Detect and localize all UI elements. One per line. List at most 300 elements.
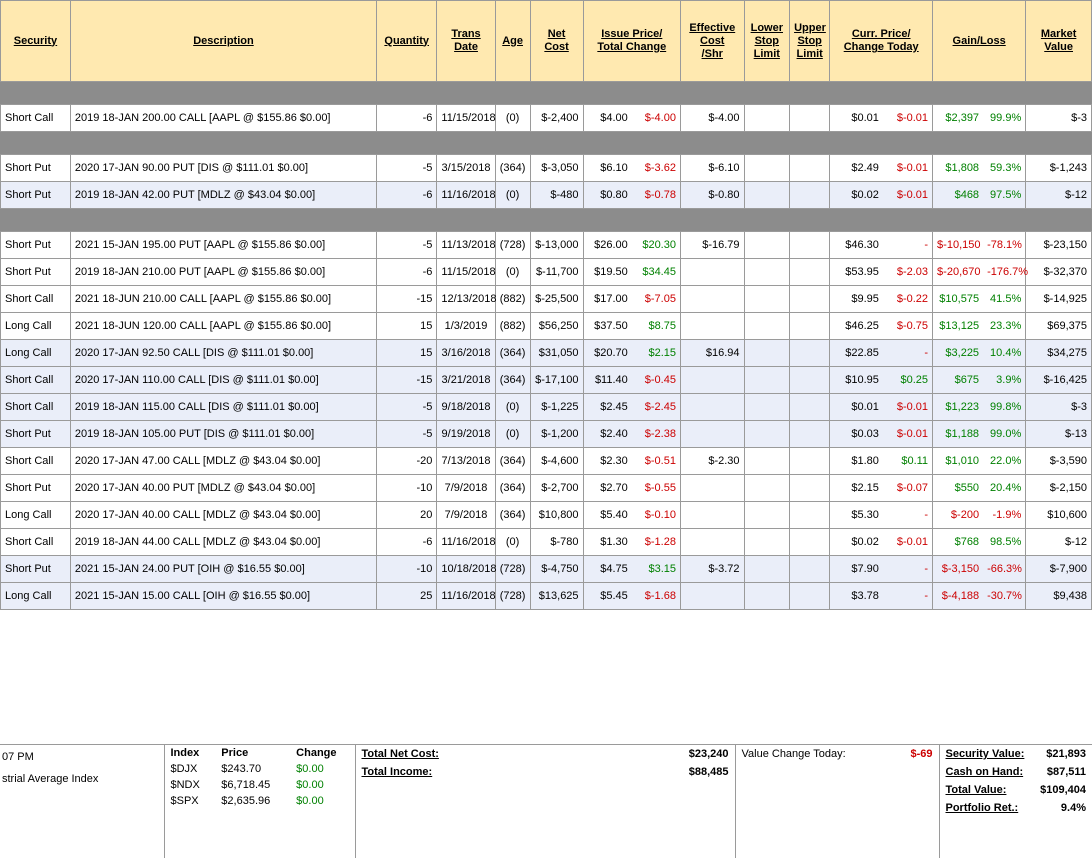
cell-age: (364) <box>495 475 530 502</box>
cell-trans-date: 7/13/2018 <box>437 448 495 475</box>
cell-quantity: -6 <box>377 529 437 556</box>
cell-gain-loss-amount: $-10,150 <box>937 239 981 251</box>
table-row[interactable] <box>1 394 1092 421</box>
cell-total-change: $-0.51 <box>644 455 676 467</box>
cell-gain-loss-pct: 99.9% <box>990 112 1022 124</box>
value-change-cell <box>735 745 939 858</box>
cell-trans-date: 3/15/2018 <box>437 155 495 182</box>
index-col-header-change: Change <box>296 747 337 759</box>
cell-market-value: $-12 <box>1026 529 1092 556</box>
time-cell <box>0 745 164 858</box>
cell-gain-loss <box>933 232 1026 259</box>
cell-net-cost: $-2,700 <box>530 475 583 502</box>
totals-cell <box>355 745 735 858</box>
cell-gain-loss-amount: $675 <box>933 367 983 393</box>
cell-upper-stop-limit <box>790 313 830 340</box>
index-price: $243.70 <box>221 763 262 775</box>
cell-issue-price-total-change <box>583 232 680 259</box>
cell-lower-stop-limit <box>744 286 790 313</box>
cell-quantity: -6 <box>377 182 437 209</box>
cell-security: Long Call <box>1 583 71 610</box>
cell-change-today: $-0.01 <box>883 421 932 447</box>
cell-effective-cost <box>680 583 744 610</box>
cell-change-today: $-0.01 <box>883 394 932 420</box>
cell-gain-loss-pct: -1.9% <box>992 509 1022 521</box>
index-symbol: $SPX <box>170 795 199 807</box>
cell-age: (364) <box>495 155 530 182</box>
cell-net-cost: $-780 <box>530 529 583 556</box>
cell-issue-price-total-change <box>583 475 680 502</box>
cell-market-value: $-12 <box>1026 182 1092 209</box>
cell-quantity: -6 <box>377 105 437 132</box>
cell-gain-loss <box>933 502 1026 529</box>
cell-description: 2021 18-JUN 120.00 CALL [AAPL @ $155.86 $0.00] <box>70 313 376 340</box>
cell-curr-price: $10.95 <box>830 367 883 393</box>
cell-quantity: -10 <box>377 475 437 502</box>
column-header-age[interactable]: Age <box>495 1 530 82</box>
cell-market-value: $-7,900 <box>1026 556 1092 583</box>
cell-age: (0) <box>495 394 530 421</box>
cell-quantity: -10 <box>377 556 437 583</box>
cell-effective-cost <box>680 421 744 448</box>
table-row[interactable] <box>1 448 1092 475</box>
table-row[interactable] <box>1 259 1092 286</box>
cell-issue-price: $2.40 <box>584 421 632 447</box>
summary-row <box>940 781 1092 799</box>
table-body <box>1 82 1092 610</box>
index-price: $6,718.45 <box>221 779 271 791</box>
portfolio-summary-cell <box>939 745 1092 858</box>
cell-age: (728) <box>495 583 530 610</box>
cell-trans-date: 3/21/2018 <box>437 367 495 394</box>
cell-change-today: - <box>924 239 929 251</box>
column-header-upper_stop[interactable]: Upper Stop Limit <box>790 1 830 82</box>
cell-change-today: - <box>883 556 932 582</box>
cell-lower-stop-limit <box>744 529 790 556</box>
index-change: $0.00 <box>296 763 324 775</box>
cell-curr-price: $0.02 <box>830 182 883 208</box>
total-value: $88,485 <box>688 766 729 778</box>
cell-issue-price-total-change <box>583 448 680 475</box>
table-row[interactable] <box>1 556 1092 583</box>
cell-issue-price: $1.30 <box>600 536 628 548</box>
cell-upper-stop-limit <box>790 475 830 502</box>
cell-net-cost: $-1,200 <box>530 421 583 448</box>
table-row[interactable] <box>1 340 1092 367</box>
cell-total-change: $-3.62 <box>644 162 676 174</box>
summary-value: $109,404 <box>1040 784 1086 796</box>
cell-security: Short Call <box>1 529 71 556</box>
cell-total-change: $8.75 <box>648 320 676 332</box>
summary-row <box>940 763 1092 781</box>
cell-quantity: -5 <box>377 155 437 182</box>
portfolio-summary-table <box>940 745 1092 817</box>
cell-security: Short Put <box>1 475 71 502</box>
index-col-header-index: Index <box>170 747 200 759</box>
cell-trans-date: 11/15/2018 <box>437 105 495 132</box>
cell-curr-price-change-today <box>830 105 933 132</box>
cell-age: (364) <box>495 448 530 475</box>
cell-lower-stop-limit <box>744 232 790 259</box>
cell-net-cost: $-4,600 <box>530 448 583 475</box>
cell-upper-stop-limit <box>790 340 830 367</box>
cell-description: 2020 17-JAN 47.00 CALL [MDLZ @ $43.04 $0.00] <box>70 448 376 475</box>
column-header-lower_stop[interactable]: Lower Stop Limit <box>744 1 790 82</box>
cell-description: 2019 18-JAN 44.00 CALL [MDLZ @ $43.04 $0.00] <box>70 529 376 556</box>
column-header-eff_cost[interactable]: Effective Cost /Shr <box>680 1 744 82</box>
cell-trans-date: 1/3/2019 <box>437 313 495 340</box>
cell-net-cost: $13,625 <box>530 583 583 610</box>
cell-age: (364) <box>495 502 530 529</box>
total-row <box>356 745 735 763</box>
cell-gain-loss-pct: -30.7% <box>983 583 1025 609</box>
cell-quantity: -5 <box>377 421 437 448</box>
cell-curr-price: $0.01 <box>830 394 883 420</box>
cell-total-change: $34.45 <box>642 266 676 278</box>
column-header-market_value[interactable]: Market Value <box>1026 1 1092 82</box>
cell-effective-cost <box>680 394 744 421</box>
cell-curr-price: $0.01 <box>851 112 879 124</box>
time-label: 07 PM <box>2 751 34 763</box>
cell-gain-loss-amount: $1,010 <box>945 455 980 467</box>
table-row[interactable] <box>1 105 1092 132</box>
cell-description: 2019 18-JAN 200.00 CALL [AAPL @ $155.86 $0.00] <box>70 105 376 132</box>
cell-change-today: $-0.01 <box>896 162 929 174</box>
cell-age: (0) <box>495 259 530 286</box>
cell-curr-price: $7.90 <box>830 556 883 582</box>
cell-effective-cost: $-3.72 <box>680 556 744 583</box>
cell-net-cost: $-25,500 <box>530 286 583 313</box>
cell-total-change: $3.15 <box>632 556 680 582</box>
cell-quantity: -15 <box>377 286 437 313</box>
cell-curr-price: $46.25 <box>845 320 879 332</box>
cell-net-cost: $-13,000 <box>530 232 583 259</box>
cell-age: (882) <box>495 286 530 313</box>
cell-curr-price-change-today <box>830 502 933 529</box>
cell-net-cost: $-17,100 <box>530 367 583 394</box>
cell-effective-cost: $-4.00 <box>680 105 744 132</box>
cell-net-cost: $-1,225 <box>530 394 583 421</box>
index-row <box>165 777 355 793</box>
cell-issue-price: $37.50 <box>594 320 628 332</box>
cell-total-change: $-1.28 <box>644 536 676 548</box>
column-header-description[interactable]: Description <box>70 1 376 82</box>
cell-lower-stop-limit <box>744 421 790 448</box>
cell-age: (0) <box>495 182 530 209</box>
cell-security: Long Call <box>1 340 71 367</box>
cell-gain-loss <box>933 475 1026 502</box>
cell-gain-loss <box>933 259 1029 286</box>
cell-effective-cost <box>680 502 744 529</box>
cell-gain-loss <box>933 286 1026 313</box>
cell-security: Long Call <box>1 502 71 529</box>
total-label[interactable]: Total Income: <box>361 766 433 778</box>
cell-trans-date: 11/16/2018 <box>437 182 495 209</box>
cell-curr-price-change-today <box>830 529 933 556</box>
cell-curr-price-change-today <box>830 583 933 610</box>
cell-curr-price-change-today <box>830 421 933 448</box>
cell-security: Short Call <box>1 394 71 421</box>
cell-gain-loss-pct: 98.5% <box>990 536 1022 548</box>
cell-description: 2020 17-JAN 90.00 PUT [DIS @ $111.01 $0.00] <box>70 155 376 182</box>
cell-net-cost: $-4,750 <box>530 556 583 583</box>
cell-net-cost: $-3,050 <box>530 155 583 182</box>
cell-gain-loss-amount: $-20,670 <box>937 266 981 278</box>
cell-effective-cost: $-0.80 <box>680 182 744 209</box>
cell-total-change: $2.15 <box>632 340 680 366</box>
cell-security: Short Put <box>1 182 71 209</box>
cell-change-today: $-0.75 <box>896 320 929 332</box>
summary-label[interactable]: Total Value: <box>945 784 1007 796</box>
cell-total-change: $-7.05 <box>644 293 676 305</box>
table-row[interactable] <box>1 182 1092 209</box>
cell-total-change: $-2.38 <box>632 421 680 447</box>
cell-security: Short Call <box>1 367 71 394</box>
cell-quantity: 15 <box>377 340 437 367</box>
cell-gain-loss <box>933 182 1026 209</box>
cell-upper-stop-limit <box>790 394 830 421</box>
summary-value: 9.4% <box>1060 802 1086 814</box>
cell-curr-price-change-today <box>830 259 933 286</box>
cell-upper-stop-limit <box>790 259 830 286</box>
cell-net-cost: $-480 <box>530 182 583 209</box>
summary-row <box>940 745 1092 763</box>
table-row[interactable] <box>1 232 1092 259</box>
cell-total-change: $-2.45 <box>632 394 680 420</box>
summary-label[interactable]: Security Value: <box>945 748 1025 760</box>
total-row <box>356 763 735 781</box>
cell-gain-loss-pct: 99.8% <box>983 394 1025 420</box>
cell-change-today: - <box>924 509 929 521</box>
cell-quantity: 15 <box>377 313 437 340</box>
cell-curr-price: $9.95 <box>851 293 879 305</box>
index-row <box>165 793 355 809</box>
cell-effective-cost <box>680 475 744 502</box>
index-name-label: strial Average Index <box>2 773 99 785</box>
cell-effective-cost <box>680 286 744 313</box>
summary-label[interactable]: Cash on Hand: <box>945 766 1024 778</box>
index-symbol: $DJX <box>170 763 198 775</box>
index-symbol: $NDX <box>170 779 200 791</box>
table-row[interactable] <box>1 313 1092 340</box>
cell-lower-stop-limit <box>744 367 790 394</box>
cell-total-change: $20.30 <box>642 239 676 251</box>
cell-curr-price-change-today <box>830 286 933 313</box>
cell-lower-stop-limit <box>744 502 790 529</box>
cell-change-today: $-0.01 <box>896 112 929 124</box>
cell-issue-price: $2.45 <box>584 394 632 420</box>
cell-lower-stop-limit <box>744 313 790 340</box>
table-row[interactable] <box>1 421 1092 448</box>
table-row[interactable] <box>1 286 1092 313</box>
cell-quantity: -20 <box>377 448 437 475</box>
cell-curr-price-change-today <box>830 182 933 209</box>
table-header <box>1 1 1092 82</box>
cell-market-value: $10,600 <box>1026 502 1092 529</box>
cell-issue-price-total-change <box>583 313 680 340</box>
cell-net-cost: $56,250 <box>530 313 583 340</box>
cell-lower-stop-limit <box>744 448 790 475</box>
cell-effective-cost: $16.94 <box>680 340 744 367</box>
cell-gain-loss-amount: $13,125 <box>939 320 980 332</box>
cell-description: 2019 18-JAN 210.00 PUT [AAPL @ $155.86 $0.00] <box>70 259 376 286</box>
cell-description: 2020 17-JAN 110.00 CALL [DIS @ $111.01 $0.00] <box>70 367 376 394</box>
cell-lower-stop-limit <box>744 583 790 610</box>
cell-description: 2020 17-JAN 92.50 CALL [DIS @ $111.01 $0.00] <box>70 340 376 367</box>
group-separator <box>1 209 1092 232</box>
cell-lower-stop-limit <box>744 155 790 182</box>
cell-description: 2020 17-JAN 40.00 CALL [MDLZ @ $43.04 $0.00] <box>70 502 376 529</box>
summary-label[interactable]: Portfolio Ret.: <box>945 802 1019 814</box>
cell-total-change: $-0.45 <box>632 367 680 393</box>
cell-security: Short Put <box>1 259 71 286</box>
group-separator <box>1 82 1092 105</box>
cell-effective-cost <box>680 259 744 286</box>
cell-lower-stop-limit <box>744 340 790 367</box>
cell-upper-stop-limit <box>790 556 830 583</box>
cell-effective-cost: $-16.79 <box>680 232 744 259</box>
cell-upper-stop-limit <box>790 182 830 209</box>
cell-issue-price-total-change <box>583 105 680 132</box>
cell-upper-stop-limit <box>790 367 830 394</box>
cell-curr-price: $5.30 <box>851 509 879 521</box>
cell-quantity: -15 <box>377 367 437 394</box>
cell-gain-loss-amount: $1,188 <box>933 421 983 447</box>
cell-issue-price-total-change <box>583 367 680 394</box>
cell-quantity: 25 <box>377 583 437 610</box>
cell-upper-stop-limit <box>790 529 830 556</box>
table-row[interactable] <box>1 155 1092 182</box>
cell-gain-loss-amount: $550 <box>954 482 980 494</box>
cell-curr-price: $3.78 <box>830 583 883 609</box>
total-label[interactable]: Total Net Cost: <box>361 748 439 760</box>
summary-row <box>940 799 1092 817</box>
cell-age: (0) <box>495 421 530 448</box>
cell-market-value: $-14,925 <box>1026 286 1092 313</box>
cell-net-cost: $-11,700 <box>530 259 583 286</box>
column-header-curr_price[interactable]: Curr. Price/ Change Today <box>830 1 933 82</box>
cell-gain-loss-amount: $3,225 <box>933 340 983 366</box>
column-header-issue_price[interactable]: Issue Price/ Total Change <box>583 1 680 82</box>
index-quotes-cell <box>164 745 355 858</box>
cell-curr-price: $22.85 <box>830 340 883 366</box>
cell-issue-price: $4.75 <box>584 556 632 582</box>
cell-gain-loss-amount: $10,575 <box>939 293 980 305</box>
total-value: $23,240 <box>688 748 729 760</box>
table-row[interactable] <box>1 367 1092 394</box>
cell-gain-loss-pct: -66.3% <box>983 556 1025 582</box>
cell-gain-loss <box>933 583 1026 610</box>
column-header-trans_date[interactable]: Trans Date <box>437 1 495 82</box>
cell-market-value: $-32,370 <box>1026 259 1092 286</box>
cell-issue-price: $20.70 <box>584 340 632 366</box>
cell-net-cost: $-2,400 <box>530 105 583 132</box>
column-header-security[interactable]: Security <box>1 1 71 82</box>
cell-trans-date: 7/9/2018 <box>437 502 495 529</box>
cell-curr-price-change-today <box>830 155 933 182</box>
cell-issue-price: $11.40 <box>584 367 632 393</box>
cell-gain-loss-amount: $2,397 <box>945 112 980 124</box>
index-col-header-price: Price <box>221 747 249 759</box>
table-row[interactable] <box>1 529 1092 556</box>
cell-total-change: $-0.55 <box>644 482 676 494</box>
table-row[interactable] <box>1 502 1092 529</box>
cell-upper-stop-limit <box>790 421 830 448</box>
cell-age: (0) <box>495 105 530 132</box>
cell-issue-price-total-change <box>583 556 680 583</box>
cell-issue-price-total-change <box>583 394 680 421</box>
cell-gain-loss <box>933 367 1026 394</box>
cell-change-today: $-0.22 <box>896 293 929 305</box>
cell-age: (882) <box>495 313 530 340</box>
group-separator <box>1 132 1092 155</box>
cell-curr-price-change-today <box>830 394 933 421</box>
table-row[interactable] <box>1 475 1092 502</box>
cell-age: (364) <box>495 340 530 367</box>
cell-change-today: $-0.01 <box>896 536 929 548</box>
cell-issue-price-total-change <box>583 286 680 313</box>
cell-trans-date: 3/16/2018 <box>437 340 495 367</box>
cell-issue-price-total-change <box>583 583 680 610</box>
cell-security: Short Put <box>1 421 71 448</box>
cell-gain-loss <box>933 313 1026 340</box>
value-change-table <box>736 745 939 763</box>
cell-gain-loss <box>933 448 1026 475</box>
cell-gain-loss <box>933 394 1026 421</box>
cell-issue-price-total-change <box>583 502 680 529</box>
cell-market-value: $-3,590 <box>1026 448 1092 475</box>
cell-market-value: $34,275 <box>1026 340 1092 367</box>
cell-issue-price-total-change <box>583 529 680 556</box>
cell-upper-stop-limit <box>790 502 830 529</box>
cell-security: Short Call <box>1 448 71 475</box>
cell-trans-date: 11/16/2018 <box>437 583 495 610</box>
cell-issue-price: $5.40 <box>600 509 628 521</box>
table-row[interactable] <box>1 583 1092 610</box>
cell-gain-loss-amount: $-200 <box>950 509 980 521</box>
cell-gain-loss <box>933 105 1026 132</box>
cell-gain-loss-amount: $-3,150 <box>933 556 983 582</box>
value-change-value: $-69 <box>910 748 933 760</box>
cell-gain-loss <box>933 556 1026 583</box>
cell-description: 2021 15-JAN 195.00 PUT [AAPL @ $155.86 $0.00] <box>70 232 376 259</box>
index-row <box>165 761 355 777</box>
cell-quantity: 20 <box>377 502 437 529</box>
cell-gain-loss-pct: 10.4% <box>983 340 1025 366</box>
column-header-quantity[interactable]: Quantity <box>377 1 437 82</box>
cell-effective-cost <box>680 313 744 340</box>
cell-issue-price-total-change <box>583 259 680 286</box>
cell-gain-loss-pct: 41.5% <box>990 293 1022 305</box>
cell-age: (728) <box>495 232 530 259</box>
cell-total-change: $-0.10 <box>644 509 676 521</box>
cell-curr-price-change-today <box>830 232 933 259</box>
column-header-net_cost[interactable]: Net Cost <box>530 1 583 82</box>
column-header-gain_loss[interactable]: Gain/Loss <box>933 1 1026 82</box>
cell-change-today: - <box>883 583 932 609</box>
cell-description: 2021 15-JAN 24.00 PUT [OIH @ $16.55 $0.00] <box>70 556 376 583</box>
cell-gain-loss-pct: 99.0% <box>983 421 1025 447</box>
cell-gain-loss-pct: 22.0% <box>990 455 1022 467</box>
cell-lower-stop-limit <box>744 105 790 132</box>
cell-issue-price-total-change <box>583 340 680 367</box>
cell-trans-date: 7/9/2018 <box>437 475 495 502</box>
cell-market-value: $-3 <box>1026 394 1092 421</box>
cell-upper-stop-limit <box>790 105 830 132</box>
cell-gain-loss-pct: 3.9% <box>983 367 1025 393</box>
cell-gain-loss-amount: $768 <box>954 536 980 548</box>
cell-curr-price-change-today <box>830 448 933 475</box>
